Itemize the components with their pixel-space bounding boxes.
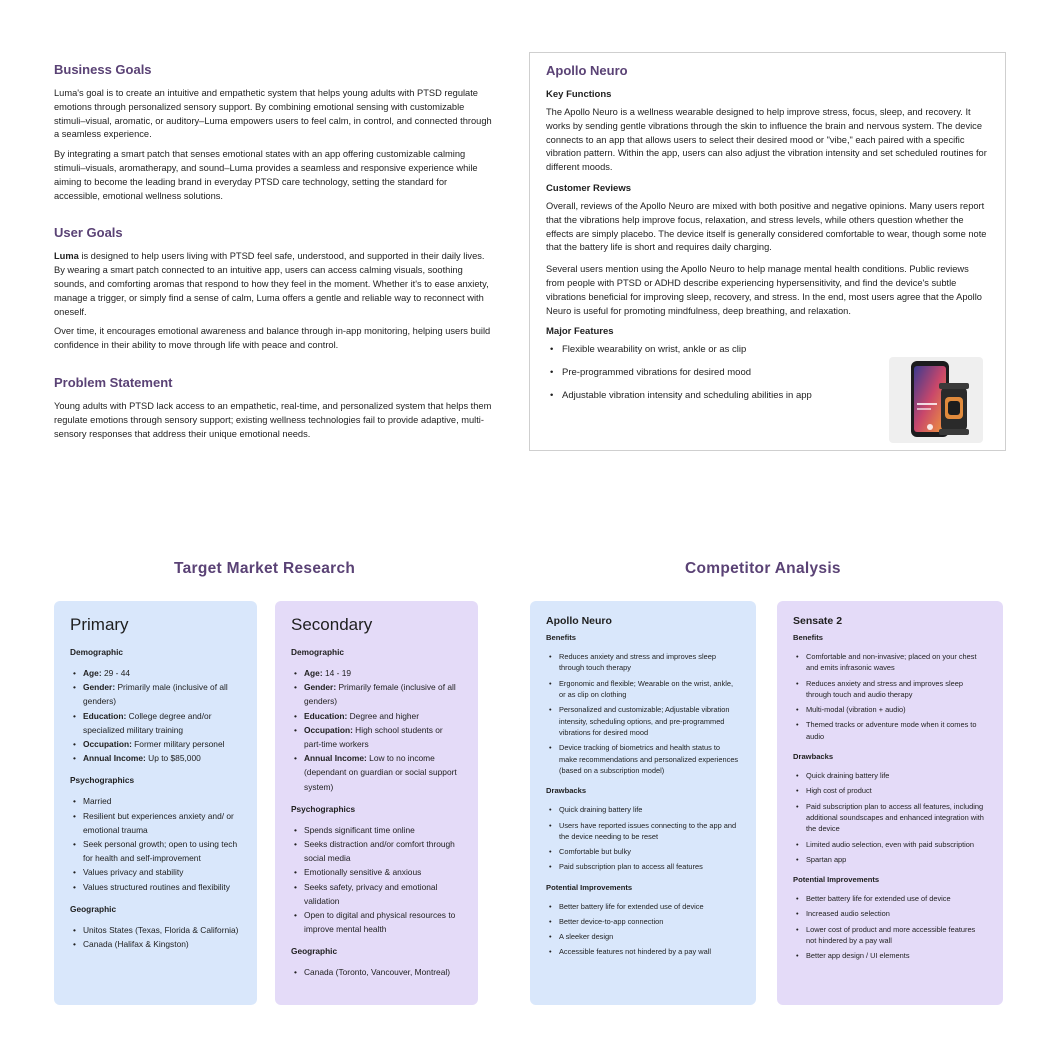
item-key: Education: (304, 710, 348, 721)
primary-card-title: Primary (70, 615, 129, 634)
list-item: • Married (70, 794, 241, 808)
key-functions-text: The Apollo Neuro is a wellness wearable designed to help improve stress, focus, sleep, and recovery. It works by sending gentle vibrations through the skin to influence the brain and nervous system. The device connects to an app that allows users to select their desired mood or "vibe," each paired with a specific vibration pattern. Within the app, users can also adjust the vibration intensity and set scheduled routines for different moods. (546, 107, 987, 173)
secondary-card-title: Secondary (291, 615, 373, 634)
secondary-demographic-label: Demographic (291, 647, 345, 657)
problem-statement-section (54, 375, 494, 441)
sensate-drawbacks-label: Drawbacks (793, 752, 834, 762)
sensate-benefits-label: Benefits (793, 633, 823, 642)
list-item: • Personalized and customizable; Adjustable vibration intensity, scheduling options, and pre-programmed vibrations for desired mood (546, 704, 740, 738)
list-item: • Spends significant time online (291, 823, 462, 837)
apollo-drawbacks-list (546, 804, 740, 872)
apollo-neuro-panel (529, 52, 1006, 451)
sensate-competitor-card (777, 601, 1003, 1005)
apollo-improvements-list (546, 901, 740, 958)
customer-reviews-text-2: Several users mention using the Apollo Neuro to help manage mental health conditions. Public reviews from people with PTSD or ADHD describe experiencing hypersensitivity, and find the device's subtle vibrations beneficial for improving sleep, recovery, and stress. In the end, most users agree that the Apollo Neuro is useful for promoting mindfulness, deep breathing, and relaxation. (546, 264, 982, 316)
target-market-heading: Target Market Research (174, 560, 356, 577)
list-item: • Comfortable but bulky (546, 846, 740, 857)
list-item: • Open to digital and physical resources to improve mental health (291, 908, 462, 936)
list-item: • Spartan app (793, 854, 987, 865)
major-features-label: Major Features (546, 326, 614, 338)
list-item: • Lower cost of product and more accessible features not hindered by a pay wall (793, 924, 987, 947)
item-key: Gender: (83, 682, 116, 693)
secondary-audience-card (275, 601, 478, 1005)
list-item: • Users have reported issues connecting to the app and the device needing to be reset (546, 820, 740, 843)
problem-statement-paragraph: Young adults with PTSD lack access to an empathetic, real-time, and personalized system that helps them regulate emotions through sensory support; existing wellness technologies fail to provide adaptive, multi-sensory responses that address their unique emotional needs. (54, 400, 492, 439)
key-functions-label: Key Functions (546, 89, 612, 100)
sensate-improvements-list (793, 893, 987, 961)
list-item (70, 751, 241, 765)
list-item: • Reduces anxiety and stress and improves sleep through touch therapy (546, 651, 740, 674)
item-value: College degree and/or specialized military training (83, 710, 212, 735)
list-item (291, 709, 462, 723)
user-goals-brand: Luma (54, 251, 79, 262)
secondary-demographic-list (291, 666, 462, 794)
primary-psychographics-list (70, 794, 241, 893)
customer-reviews-text-1: Overall, reviews of the Apollo Neuro are mixed with both positive and negative opinions. Many users report that the vibrations help improve focus, relaxation, and stress levels, while others question whether the effects are simply placebo. The device itself is generally considered comfortable to wear, though some note that the battery life is short and requires daily charging. (546, 200, 987, 253)
item-key: Annual Income: (304, 753, 367, 764)
list-item: • Values privacy and stability (70, 865, 241, 879)
list-item: • Canada (Toronto, Vancouver, Montreal) (291, 965, 462, 979)
list-item: • Accessible features not hindered by a pay wall (546, 946, 740, 957)
list-item: • Values structured routines and flexibility (70, 880, 241, 894)
user-goals-section (54, 225, 494, 353)
list-item: • Quick draining battery life (546, 804, 740, 815)
phone-and-wearable-illustration (889, 357, 983, 443)
apollo-drawbacks-label: Drawbacks (546, 786, 587, 796)
business-goals-paragraph-2: By integrating a smart patch that senses emotional states with an app offering customizable calming stimuli–visuals, aromatherapy, and sound–Luma provides a seamless and responsive experience while aiming to become the leading brand in everyday PTSD care technology, setting the standard for accessible, emotional wellness solutions. (54, 149, 478, 201)
list-item (70, 709, 241, 737)
list-item (70, 666, 241, 680)
sensate-benefits-list (793, 651, 987, 742)
list-item (291, 723, 462, 751)
item-value: Former military personel (131, 739, 225, 750)
apollo-competitor-card (530, 601, 756, 1005)
item-key: Gender: (304, 682, 337, 693)
primary-psychographics-label: Psychographics (70, 775, 135, 786)
feature-item: • Pre-programmed vibrations for desired mood (546, 366, 989, 379)
primary-demographic-label: Demographic (70, 647, 124, 657)
list-item: • Ergonomic and flexible; Wearable on the wrist, ankle, or as clip on clothing (546, 678, 740, 701)
business-goals-title: Business Goals (54, 62, 152, 77)
primary-audience-card (54, 601, 257, 1005)
list-item: • Comfortable and non-invasive; placed on your chest and emits infrasonic waves (793, 651, 987, 674)
list-item: • Unitos States (Texas, Florida & California) (70, 923, 241, 937)
sensate-improvements-label: Potential Improvements (793, 875, 880, 885)
user-goals-paragraph-1 (54, 250, 494, 319)
list-item: • Paid subscription plan to access all features, including additional soundscapes and enhanced integration with the device (793, 801, 987, 835)
list-item: • Themed tracks or adventure mode when it comes to audio (793, 719, 987, 742)
apollo-benefits-label: Benefits (546, 633, 576, 642)
item-value: Up to $85,000 (145, 753, 201, 764)
list-item: • A sleeker design (546, 931, 740, 942)
user-goals-paragraph-2: Over time, it encourages emotional awareness and balance through in-app monitoring, helping users build confidence in their ability to move through life with peace and control. (54, 326, 491, 351)
list-item: • Quick draining battery life (793, 770, 987, 781)
feature-item: • Flexible wearability on wrist, ankle or as clip (546, 343, 989, 356)
list-item: • Better device-to-app connection (546, 916, 740, 927)
apollo-panel-title: Apollo Neuro (546, 63, 628, 78)
competitor-analysis-heading: Competitor Analysis (685, 560, 841, 577)
problem-statement-title: Problem Statement (54, 374, 173, 390)
secondary-geographic-list (291, 965, 462, 979)
sensate-drawbacks-list (793, 770, 987, 865)
list-item: • Better battery life for extended use of device (793, 893, 987, 904)
list-item: • Seeks safety, privacy and emotional validation (291, 880, 462, 908)
sensate-card-title: Sensate 2 (793, 615, 843, 627)
list-item: • Device tracking of biometrics and health status to make recommendations and personalized experiences (based on a subscription model) (546, 742, 740, 776)
list-item: • Reduces anxiety and stress and improves sleep through touch and audio therapy (793, 678, 987, 701)
primary-geographic-label: Geographic (70, 903, 117, 914)
item-value: Degree and higher (347, 710, 419, 721)
item-key: Age: (304, 668, 323, 678)
user-goals-paragraph-1-text: is designed to help users living with PTSD feel safe, understood, and supported in their daily lives. By wearing a smart patch connected to an intuitive app, users can access calming visuals, soothing sounds, and comforting aromas that respond to how they feel in the moment. Whether it's to ease anxiety, manage a trigger, or simply find a sense of calm, Luma offers a gentle and reliable way to reconnect with oneself. (54, 251, 489, 317)
item-key: Occupation: (304, 724, 353, 735)
apollo-card-title: Apollo Neuro (546, 615, 612, 627)
secondary-psychographics-label: Psychographics (291, 803, 356, 814)
item-key: Occupation: (83, 739, 132, 750)
item-key: Education: (83, 710, 127, 721)
item-value: 29 - 44 (101, 668, 131, 678)
list-item: • Resilient but experiences anxiety and/ or emotional trauma (70, 809, 241, 837)
list-item: • Multi-modal (vibration + audio) (793, 704, 987, 715)
list-item: • Seeks distraction and/or comfort through social media (291, 837, 462, 865)
item-key: Age: (83, 668, 102, 678)
list-item: • Emotionally sensitive & anxious (291, 865, 462, 879)
feature-item: • Adjustable vibration intensity and scheduling abilities in app (546, 389, 989, 402)
item-value: Low to no income (dependant on guardian or social support system) (304, 753, 457, 792)
list-item: • Increased audio selection (793, 908, 987, 919)
secondary-geographic-label: Geographic (291, 946, 338, 957)
customer-reviews-label: Customer Reviews (546, 182, 632, 194)
apollo-improvements-label: Potential Improvements (546, 882, 633, 892)
business-goals-paragraph-1: Luma's goal is to create an intuitive and empathetic system that helps young adults with PTSD regulate emotions through personalized sensory support. By combining emotional sensing with customizable stimuli–visual, aromatic, or auditory–Luma empowers users to feel calm, in control, and connected through a seamless experience. (54, 88, 492, 140)
item-value: High school students or part-time workers (304, 724, 443, 750)
primary-geographic-list (70, 923, 241, 951)
list-item (291, 751, 462, 794)
list-item: • Canada (Halifax & Kingston) (70, 937, 241, 951)
item-key: Annual Income: (83, 753, 146, 764)
project-overview (54, 62, 494, 459)
apollo-benefits-list (546, 651, 740, 776)
list-item (291, 680, 462, 708)
list-item (70, 737, 241, 751)
secondary-psychographics-list (291, 823, 462, 937)
list-item (70, 680, 241, 708)
primary-demographic-list (70, 666, 241, 765)
user-goals-title: User Goals (54, 225, 123, 241)
business-goals-section (54, 62, 494, 203)
item-value: 14 - 19 (322, 668, 352, 678)
apollo-device-image (889, 357, 983, 443)
item-value: Primarily female (inclusive of all genders) (304, 682, 456, 707)
list-item: • Paid subscription plan to access all features (546, 861, 740, 872)
list-item (291, 666, 462, 680)
list-item: • High cost of product (793, 785, 987, 796)
list-item: • Better battery life for extended use of device (546, 901, 740, 912)
item-value: Primarily male (inclusive of all genders) (83, 682, 228, 707)
list-item: • Seek personal growth; open to using tech for health and self-improvement (70, 837, 241, 865)
list-item: • Limited audio selection, even with paid subscription (793, 839, 987, 850)
list-item: • Better app design / UI elements (793, 950, 987, 961)
